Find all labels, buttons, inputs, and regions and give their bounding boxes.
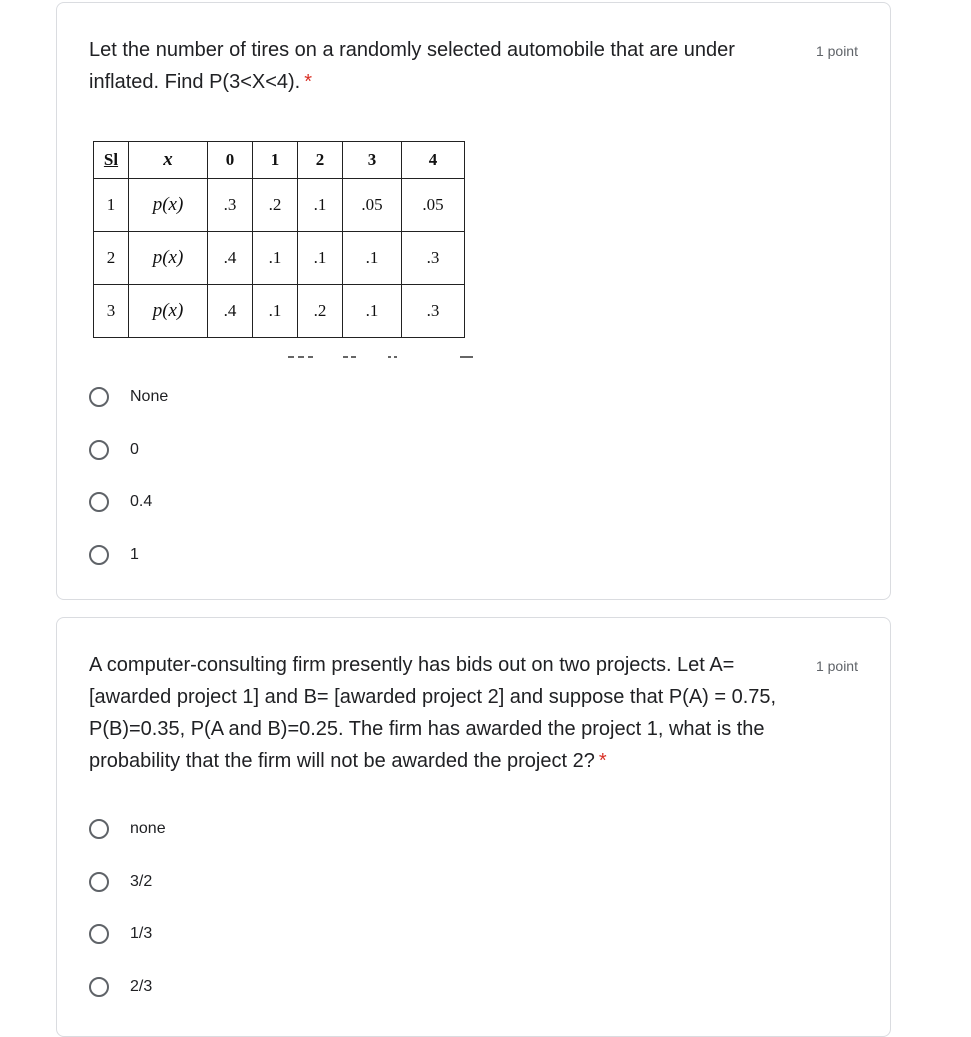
option-label: None: [130, 388, 169, 406]
radio-button[interactable]: [89, 545, 109, 565]
probability-table-image: [93, 141, 473, 361]
table-row: [94, 285, 465, 338]
option-list: [89, 371, 168, 581]
option-label: 1: [130, 545, 139, 563]
option-label: 0.4: [130, 493, 153, 511]
table-header-cell: x: [129, 142, 208, 179]
table-row: [94, 232, 465, 285]
radio-button[interactable]: [89, 872, 109, 892]
radio-button[interactable]: [89, 492, 109, 512]
option-2-3[interactable]: [89, 961, 166, 1014]
points-label: 1 point: [815, 658, 858, 674]
table-cell: p(x): [129, 179, 208, 232]
table-row: [94, 179, 465, 232]
table-cell: .3: [402, 285, 465, 338]
option-none[interactable]: [89, 371, 168, 424]
table-cell: .3: [402, 232, 465, 285]
table-cell: .3: [208, 179, 253, 232]
table-cell: .1: [253, 285, 298, 338]
option-label: 2/3: [130, 977, 153, 995]
radio-button[interactable]: [89, 440, 109, 460]
table-cell: .05: [343, 179, 402, 232]
option-label: 3/2: [130, 872, 153, 890]
question-title: A computer-consulting firm presently has bids out on two projects. Let A= [awarded project 1] and B= [awarded project 2] and suppose that P(A) = 0.75, P(B)=0.35, P(A and B)=0.25. The firm has awarded the project 1, what is the probability that the firm will not be awarded the project 2? *: [89, 654, 777, 772]
option-1[interactable]: [89, 529, 168, 582]
required-asterisk: *: [598, 750, 607, 772]
radio-button[interactable]: [89, 924, 109, 944]
table-header-cell: 1: [253, 142, 298, 179]
table-cell: .05: [402, 179, 465, 232]
probability-table: [93, 141, 465, 338]
option-label: 1/3: [130, 925, 153, 943]
table-cell: .4: [208, 232, 253, 285]
table-cell: 2: [94, 232, 129, 285]
option-label: 0: [130, 440, 139, 458]
points-label: 1 point: [815, 43, 858, 59]
radio-button[interactable]: [89, 387, 109, 407]
table-header-cell: 3: [343, 142, 402, 179]
option-none[interactable]: [89, 803, 166, 856]
required-asterisk: *: [304, 71, 313, 93]
table-header-row: [94, 142, 465, 179]
table-cell: .1: [343, 285, 402, 338]
table-cell: .1: [253, 232, 298, 285]
table-cell: .4: [208, 285, 253, 338]
table-cell: 3: [94, 285, 129, 338]
table-cell: .1: [298, 179, 343, 232]
option-3-2[interactable]: [89, 856, 166, 909]
question-card-2: [56, 617, 891, 1037]
table-cell: .2: [298, 285, 343, 338]
option-list: [89, 803, 166, 1013]
question-title: Let the number of tires on a randomly selected automobile that are under inflated. Find P(3<X<4). *: [89, 39, 735, 93]
option-0[interactable]: [89, 424, 168, 477]
option-label: none: [130, 820, 166, 838]
table-cell: 1: [94, 179, 129, 232]
option-0-4[interactable]: [89, 476, 168, 529]
table-header-cell: 0: [208, 142, 253, 179]
table-header-cell: Sl: [94, 142, 129, 179]
table-header-cell: 4: [402, 142, 465, 179]
table-cell: p(x): [129, 285, 208, 338]
table-header-cell: 2: [298, 142, 343, 179]
table-cell: .2: [253, 179, 298, 232]
table-cell: p(x): [129, 232, 208, 285]
radio-button[interactable]: [89, 819, 109, 839]
table-cell: .1: [343, 232, 402, 285]
radio-button[interactable]: [89, 977, 109, 997]
scan-artifact: [288, 355, 473, 359]
question-card-1: [56, 2, 891, 600]
option-1-3[interactable]: [89, 908, 166, 961]
table-cell: .1: [298, 232, 343, 285]
